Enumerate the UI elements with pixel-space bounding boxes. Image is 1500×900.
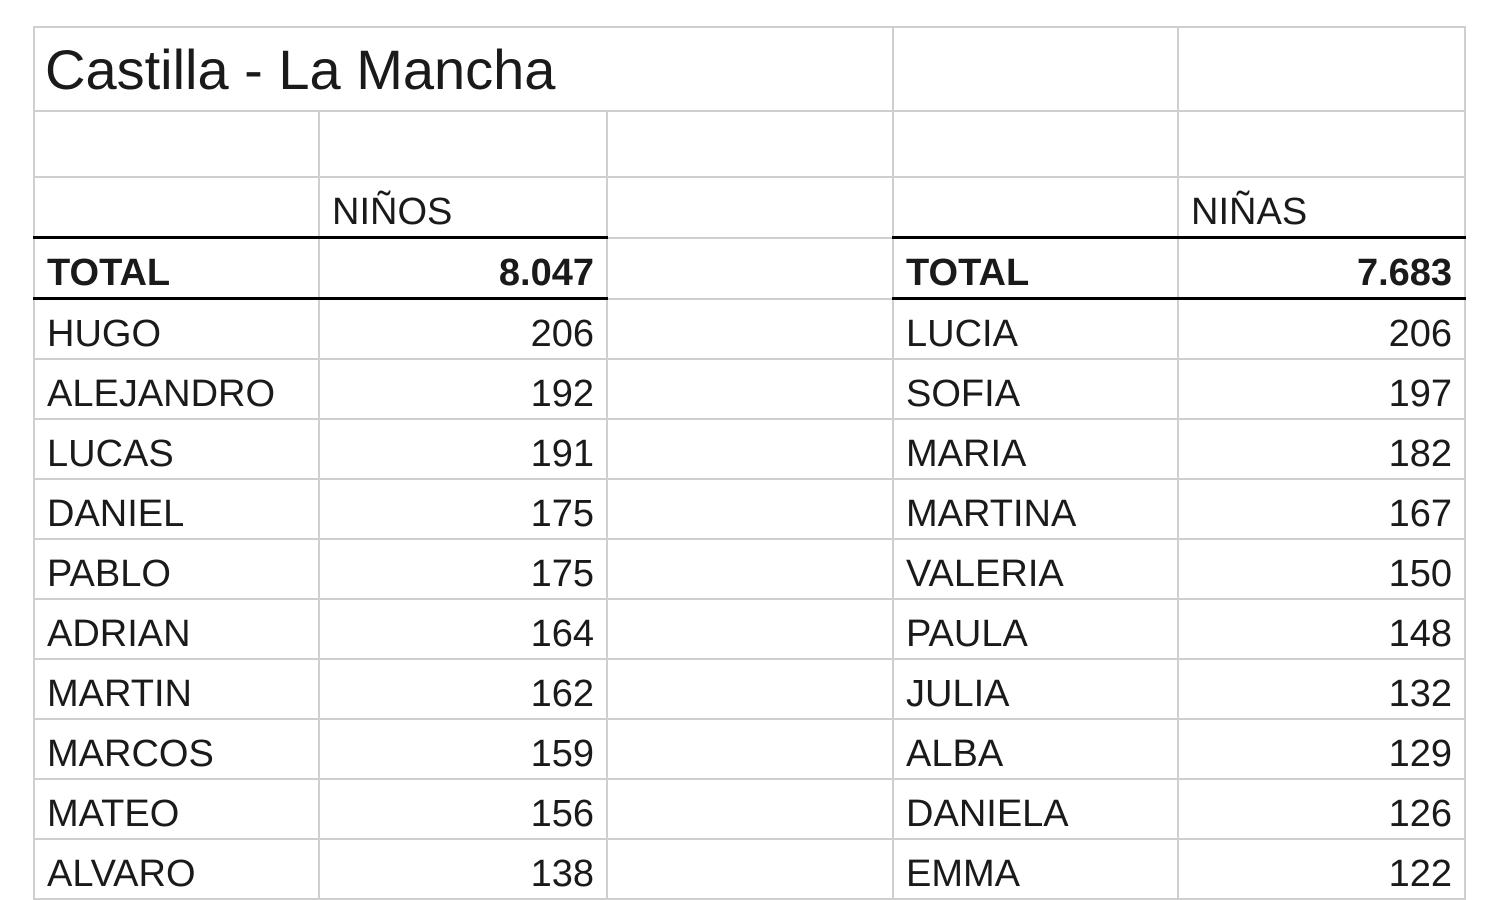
empty-cell[interactable] — [34, 177, 319, 238]
boy-count-cell[interactable]: 162 — [319, 659, 607, 719]
empty-cell[interactable] — [34, 111, 319, 177]
empty-cell[interactable] — [1178, 27, 1465, 111]
table-row — [34, 299, 1465, 360]
boy-count-cell[interactable]: 191 — [319, 419, 607, 479]
girl-count-cell[interactable]: 206 — [1178, 299, 1465, 360]
girl-name-cell[interactable]: JULIA — [893, 659, 1178, 719]
boy-name-cell[interactable]: LUCAS — [34, 419, 319, 479]
boys-header[interactable]: NIÑOS — [319, 177, 607, 238]
table-row — [34, 839, 1465, 899]
empty-cell[interactable] — [893, 27, 1178, 111]
empty-cell[interactable] — [607, 299, 893, 360]
empty-cell[interactable] — [607, 599, 893, 659]
empty-cell[interactable] — [607, 111, 893, 177]
boy-name-cell[interactable]: ALEJANDRO — [34, 359, 319, 419]
boy-count-cell[interactable]: 156 — [319, 779, 607, 839]
table-row — [34, 419, 1465, 479]
empty-cell[interactable] — [607, 419, 893, 479]
boy-count-cell[interactable]: 138 — [319, 839, 607, 899]
table-row — [34, 779, 1465, 839]
girl-count-cell[interactable]: 129 — [1178, 719, 1465, 779]
girl-name-cell[interactable]: ALBA — [893, 719, 1178, 779]
blank-row — [34, 111, 1465, 177]
boy-count-cell[interactable]: 159 — [319, 719, 607, 779]
girls-header[interactable]: NIÑAS — [1178, 177, 1465, 238]
empty-cell[interactable] — [1178, 111, 1465, 177]
girl-name-cell[interactable]: SOFIA — [893, 359, 1178, 419]
girl-name-cell[interactable]: EMMA — [893, 839, 1178, 899]
table-row — [34, 599, 1465, 659]
girl-name-cell[interactable]: PAULA — [893, 599, 1178, 659]
header-row — [34, 177, 1465, 238]
empty-cell[interactable] — [607, 177, 893, 238]
empty-cell[interactable] — [607, 839, 893, 899]
table-row — [34, 659, 1465, 719]
empty-cell[interactable] — [607, 238, 893, 299]
boy-name-cell[interactable]: MARCOS — [34, 719, 319, 779]
names-table — [33, 26, 1466, 900]
boy-count-cell[interactable]: 175 — [319, 479, 607, 539]
table-row — [34, 539, 1465, 599]
boy-name-cell[interactable]: MARTIN — [34, 659, 319, 719]
boys-total-value[interactable]: 8.047 — [319, 238, 607, 299]
boy-name-cell[interactable]: DANIEL — [34, 479, 319, 539]
boy-count-cell[interactable]: 192 — [319, 359, 607, 419]
boy-name-cell[interactable]: HUGO — [34, 299, 319, 360]
girl-count-cell[interactable]: 126 — [1178, 779, 1465, 839]
girl-name-cell[interactable]: MARIA — [893, 419, 1178, 479]
table-row — [34, 719, 1465, 779]
empty-cell[interactable] — [893, 111, 1178, 177]
girl-name-cell[interactable]: DANIELA — [893, 779, 1178, 839]
girl-name-cell[interactable]: LUCIA — [893, 299, 1178, 360]
girl-name-cell[interactable]: MARTINA — [893, 479, 1178, 539]
boy-count-cell[interactable]: 175 — [319, 539, 607, 599]
table-row — [34, 479, 1465, 539]
girl-count-cell[interactable]: 167 — [1178, 479, 1465, 539]
girls-total-label[interactable]: TOTAL — [893, 238, 1178, 299]
boy-name-cell[interactable]: MATEO — [34, 779, 319, 839]
girl-count-cell[interactable]: 148 — [1178, 599, 1465, 659]
girl-count-cell[interactable]: 122 — [1178, 839, 1465, 899]
empty-cell[interactable] — [607, 719, 893, 779]
girl-count-cell[interactable]: 182 — [1178, 419, 1465, 479]
girl-count-cell[interactable]: 197 — [1178, 359, 1465, 419]
empty-cell[interactable] — [607, 779, 893, 839]
boy-name-cell[interactable]: PABLO — [34, 539, 319, 599]
total-row — [34, 238, 1465, 299]
girls-total-value[interactable]: 7.683 — [1178, 238, 1465, 299]
table-row — [34, 359, 1465, 419]
girl-count-cell[interactable]: 150 — [1178, 539, 1465, 599]
boys-total-label[interactable]: TOTAL — [34, 238, 319, 299]
empty-cell[interactable] — [607, 479, 893, 539]
boy-name-cell[interactable]: ADRIAN — [34, 599, 319, 659]
boy-count-cell[interactable]: 164 — [319, 599, 607, 659]
sheet-title[interactable]: Castilla - La Mancha — [34, 27, 893, 111]
boy-count-cell[interactable]: 206 — [319, 299, 607, 360]
empty-cell[interactable] — [893, 177, 1178, 238]
girl-name-cell[interactable]: VALERIA — [893, 539, 1178, 599]
empty-cell[interactable] — [319, 111, 607, 177]
title-row — [34, 27, 1465, 111]
empty-cell[interactable] — [607, 539, 893, 599]
empty-cell[interactable] — [607, 659, 893, 719]
girl-count-cell[interactable]: 132 — [1178, 659, 1465, 719]
boy-name-cell[interactable]: ALVARO — [34, 839, 319, 899]
empty-cell[interactable] — [607, 359, 893, 419]
